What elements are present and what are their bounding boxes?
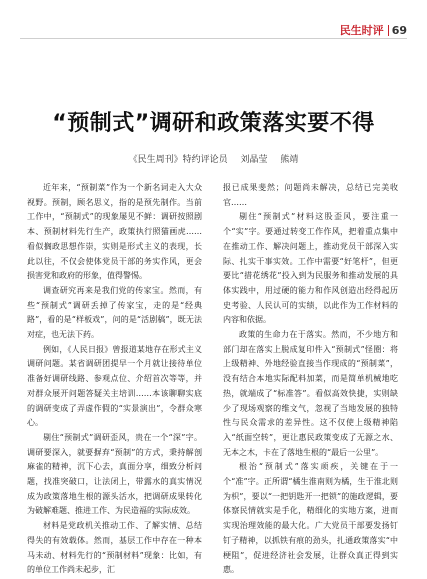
paragraph: 报已成果斐然；问题尚未解决，总结已完美收官……: [223, 183, 398, 207]
article-title: “预制式”调研和政策落实要不得: [52, 111, 375, 136]
byline-author: 熊靖: [280, 155, 299, 165]
header-divider: [388, 25, 389, 36]
byline-author: 刘晶莹: [240, 155, 268, 165]
paragraph: 例如，《人民日报》曾报道某地存在形式主义调研问题。某省调研团提早一个月就让接待单位准备好调研线路、参观点位、介绍首次等等，并对群众展开问题答疑关主培训……本该聊聊实底的调研变成了弄虚作假的“实景演出”，令群众寒心。: [27, 344, 202, 428]
paragraph: 调查研究再来是我们党的传家宝。然而，有些“预制式”调研丢掉了传家宝，走的是“经典路”，看的是“样板戏”，问的是“活剧稿”，既无法对症，也无法下药。: [27, 285, 202, 340]
left-column: [27, 181, 202, 578]
right-column: [223, 181, 398, 578]
paragraph: 根治“预制式”落实顽疾，关键在于一个“准”字。正所谓“橘生淮南则为橘，生于淮北则为枳”，要以“一把钥匙开一把锁”的施政逻辑，要体察民情就实是手化，精细化的实地方案，进而实现治理效能的最大化。广大党员干部要发扬钉钉子精神，以抓铁有痕的劲头，扎通政策落实“中梗阻”，促进经济社会发展，让群众真正得到实惠。: [223, 462, 398, 575]
page-number: 69: [391, 23, 407, 37]
paragraph: 剔住“预制式”调研歪风，贵在一个“深”字。调研要深入，就要摒弃“预制”的方式，秉持解剖麻雀的精神，沉下心去，真面分享，细致分析问题，找准突破口，让法闭上，带露水的真实情况成为政策落地生根的源头活水，把调研成果转化为破解难题、推进工作、为民造福的实际成效。: [27, 432, 202, 516]
paragraph: 剔住“预制式”材料这股歪风，要注重一个“实”字。要通过转变工作作风，把着重点集中在推动工作、解决问题上，推动党员干部深入实际、扎实干事实效。工作中需要“好笔杆”，但更要比“措花绣花”投入到为民服务和推动发展的具体实践中，用过硬的能力和作风创造出经得起历史考验、人民认可的实绩，以此作为工作材料的内容和依据。: [223, 212, 398, 325]
paragraph: 近年来，“预制菜”作为一个新名词走入大众视野。预制，顾名思义，指的是预先制作。当前工作中，“预制式”的现象屡见不鲜：调研按照剧本、预制材料先行生产，政策执行照猫画虎……看似搁政思想作崇，实则是形式主义的表现，长此以往，不仅会使体党员干部的务实作风，更会损害党和政府的形象，值得警惕。: [27, 183, 202, 281]
paragraph: 材料是党政机关推动工作、了解实情、总结得失的有效载体。然而，基层工作中存在一种本马未动、材料先行的“预制材料”现象：比如，有的单位工作尚未起步，汇: [27, 521, 202, 575]
byline-source: 《民生周刊》特约评论员: [128, 155, 228, 165]
byline: [0, 152, 427, 165]
paragraph: 政策的生命力在于落实。然而，不少地方和部门却在落实上脱成复印件入“预制式”怪圈：将上级精神、外地经验直接当作现成的“预制菜”，没有结合本地实际配料加菜，而是简单机械地吃热，就端成了“标准答”。看似高效快捷，实则缺少了现场观察的维文气，忽视了当地发展的独特性与民众需求的差异性。这不仅使上级精神陷入“纸面空转”，更让惠民政策变成了无源之水、无本之木，卡在了落地生根的“最后一公里”。: [223, 330, 398, 457]
header-rule: [20, 38, 407, 39]
section-label: 民生时评: [339, 24, 384, 37]
page-header: [340, 22, 407, 38]
